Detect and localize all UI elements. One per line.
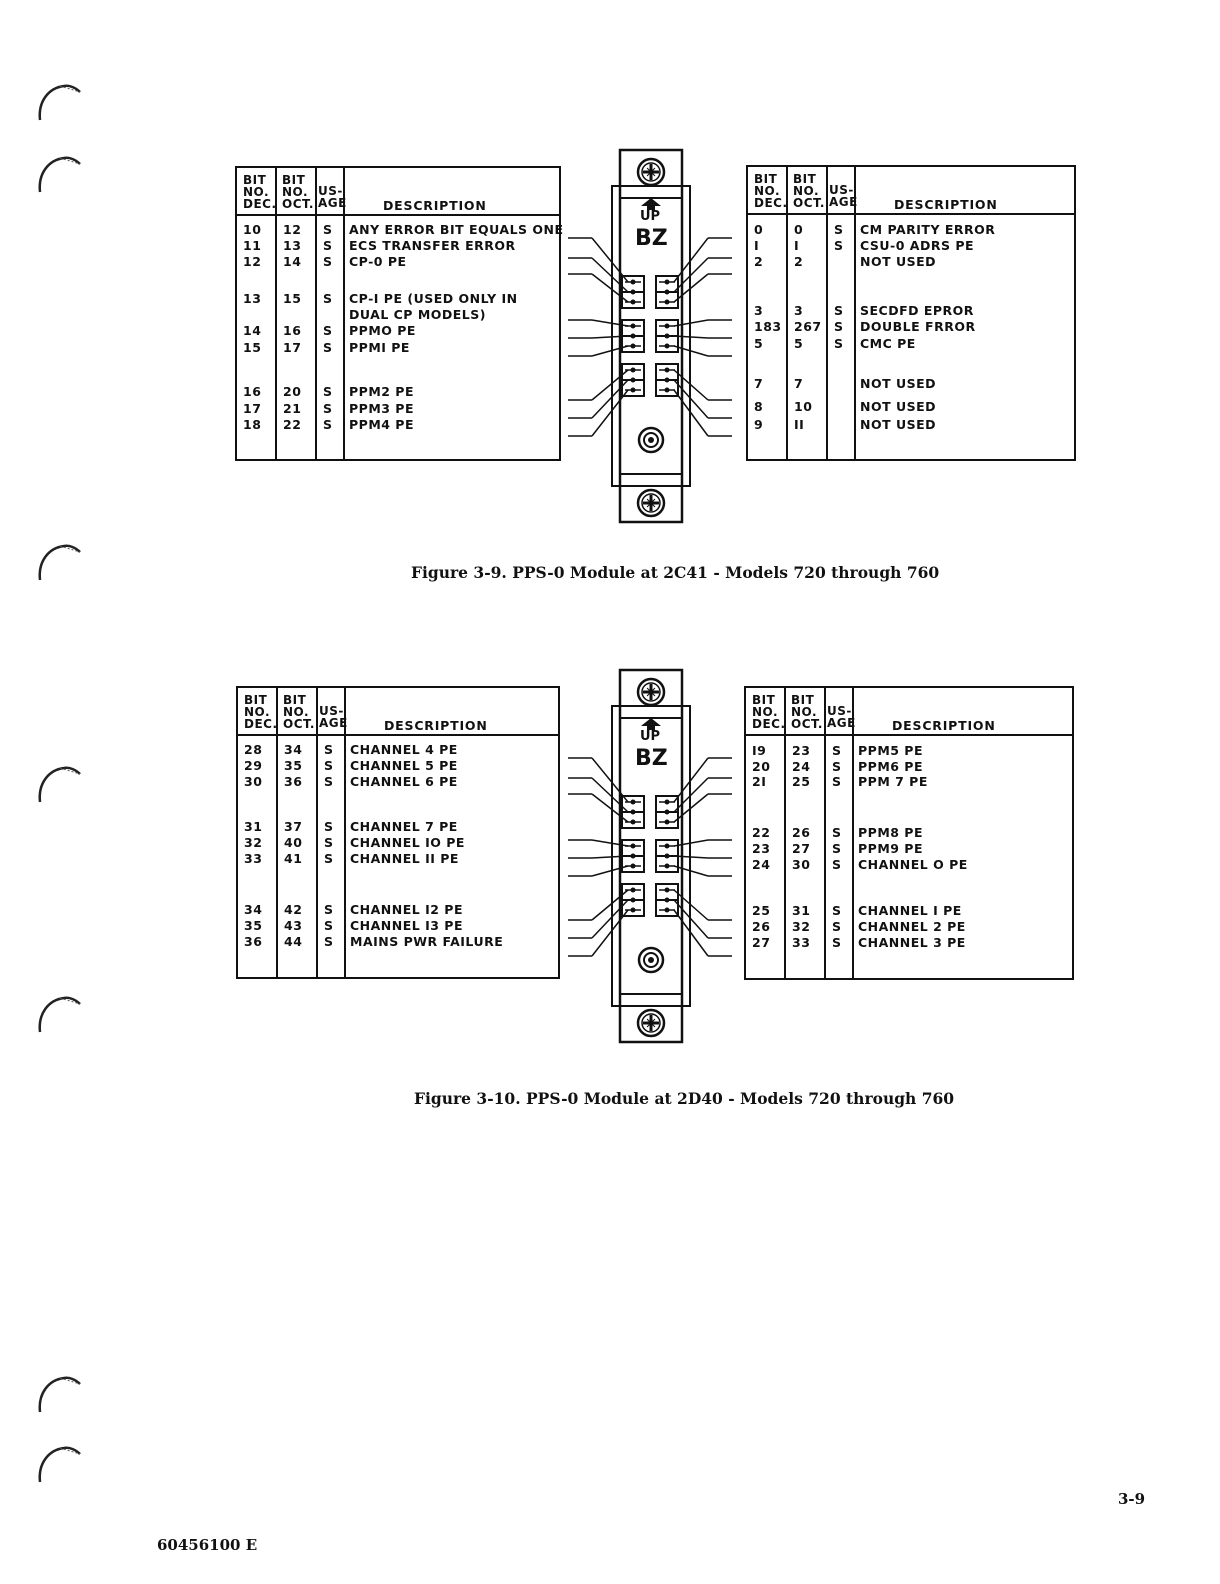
header-bit-dec: DEC. bbox=[244, 717, 278, 731]
header-description: DESCRIPTION bbox=[383, 198, 487, 213]
description-cell: CHANNEL 6 PE bbox=[350, 774, 458, 789]
up-label: UP bbox=[640, 729, 661, 744]
bit-dec-cell: 35 bbox=[244, 918, 263, 933]
figure-caption: Figure 3-10. PPS-0 Module at 2D40 - Models 720 through 760 bbox=[414, 1089, 955, 1108]
header-description: DESCRIPTION bbox=[894, 197, 998, 212]
table-row bbox=[748, 336, 1074, 352]
binder-mark-icon bbox=[36, 1372, 84, 1420]
usage-cell: S bbox=[324, 934, 334, 949]
table-row bbox=[748, 417, 1074, 433]
table-row bbox=[238, 758, 558, 774]
bit-oct-cell: 17 bbox=[283, 340, 302, 355]
bit-oct-cell: 23 bbox=[792, 743, 811, 758]
header-bit-dec: BIT bbox=[243, 173, 267, 187]
bit-dec-cell: 7 bbox=[754, 376, 764, 391]
header-bit-oct: BIT bbox=[283, 693, 307, 707]
bit-dec-cell: 10 bbox=[243, 222, 262, 237]
bit-oct-cell: 25 bbox=[792, 774, 811, 789]
usage-cell: S bbox=[832, 857, 842, 872]
header-bit-dec: NO. bbox=[752, 705, 779, 719]
table-row bbox=[238, 742, 558, 758]
header-bit-oct: OCT. bbox=[282, 197, 314, 211]
description-cell: ANY ERROR BIT EQUALS ONE bbox=[349, 222, 564, 237]
table-row bbox=[746, 759, 1072, 775]
table-row bbox=[238, 835, 558, 851]
binder-mark-icon bbox=[36, 152, 84, 200]
table-row bbox=[237, 254, 559, 270]
description-cell: CHANNEL O PE bbox=[858, 857, 968, 872]
bit-oct-cell: 44 bbox=[284, 934, 303, 949]
bit-dec-cell: 15 bbox=[243, 340, 262, 355]
description-cell: PPM8 PE bbox=[858, 825, 924, 840]
table-row bbox=[237, 401, 559, 417]
table-row bbox=[238, 934, 558, 950]
bit-dec-cell: 9 bbox=[754, 417, 764, 432]
bit-oct-cell: 36 bbox=[284, 774, 303, 789]
table-row bbox=[746, 919, 1072, 935]
bit-oct-cell: 42 bbox=[284, 902, 303, 917]
figure-caption: Figure 3-9. PPS-0 Module at 2C41 - Models 720 through 760 bbox=[411, 563, 940, 582]
bit-oct-cell: 32 bbox=[792, 919, 811, 934]
bit-oct-cell: 24 bbox=[792, 759, 811, 774]
description-cell: PPMI PE bbox=[349, 340, 410, 355]
usage-cell: S bbox=[324, 819, 334, 834]
bit-dec-cell: I9 bbox=[752, 743, 767, 758]
description-cell: PPM6 PE bbox=[858, 759, 924, 774]
bit-dec-cell: 16 bbox=[243, 384, 262, 399]
header-bit-dec: NO. bbox=[243, 185, 270, 199]
bit-oct-cell: 31 bbox=[792, 903, 811, 918]
usage-cell: S bbox=[834, 303, 844, 318]
binder-mark-icon bbox=[36, 80, 84, 128]
binder-mark-icon bbox=[36, 540, 84, 588]
usage-cell: S bbox=[324, 851, 334, 866]
description-cell: CHANNEL 2 PE bbox=[858, 919, 966, 934]
description-cell: PPM4 PE bbox=[349, 417, 415, 432]
usage-cell: S bbox=[323, 222, 333, 237]
binder-mark-icon bbox=[36, 1442, 84, 1490]
bottom-screw-icon bbox=[638, 490, 664, 516]
bit-dec-cell: 0 bbox=[754, 222, 764, 237]
header-bit-dec: NO. bbox=[244, 705, 271, 719]
usage-cell: S bbox=[832, 841, 842, 856]
right-bit-table bbox=[744, 686, 1074, 980]
description-cell: DUAL CP MODELS) bbox=[349, 307, 486, 322]
description-cell: CM PARITY ERROR bbox=[860, 222, 996, 237]
description-cell: CHANNEL IO PE bbox=[350, 835, 465, 850]
bit-dec-cell: 5 bbox=[754, 336, 764, 351]
connector-module-svg bbox=[560, 668, 740, 1048]
document-number: 60456100 E bbox=[157, 1536, 258, 1554]
bit-dec-cell: 12 bbox=[243, 254, 262, 269]
bit-dec-cell: 2 bbox=[754, 254, 764, 269]
usage-cell: S bbox=[832, 919, 842, 934]
description-cell: CP-0 PE bbox=[349, 254, 407, 269]
bit-oct-cell: 7 bbox=[794, 376, 804, 391]
description-cell: CMC PE bbox=[860, 336, 916, 351]
description-cell: SECDFD EPROR bbox=[860, 303, 974, 318]
table-row bbox=[237, 291, 559, 307]
page-number: 3-9 bbox=[1118, 1490, 1146, 1508]
table-row bbox=[746, 857, 1072, 873]
bit-dec-cell: 3 bbox=[754, 303, 764, 318]
table-row bbox=[238, 851, 558, 867]
table-row bbox=[237, 340, 559, 356]
table-row bbox=[237, 384, 559, 400]
right-bit-table bbox=[746, 165, 1076, 461]
bit-dec-cell: 8 bbox=[754, 399, 764, 414]
table-row bbox=[746, 841, 1072, 857]
up-label: UP bbox=[640, 209, 661, 224]
table-row bbox=[746, 774, 1072, 790]
bit-oct-cell: 30 bbox=[792, 857, 811, 872]
bit-oct-cell: 43 bbox=[284, 918, 303, 933]
usage-cell: S bbox=[834, 319, 844, 334]
header-bit-oct: OCT. bbox=[793, 196, 825, 210]
bit-oct-cell: 14 bbox=[283, 254, 302, 269]
bit-oct-cell: 5 bbox=[794, 336, 804, 351]
table-row bbox=[238, 918, 558, 934]
description-cell: NOT USED bbox=[860, 376, 937, 391]
description-cell: PPM3 PE bbox=[349, 401, 415, 416]
header-bit-oct: OCT. bbox=[283, 717, 315, 731]
left-bit-table bbox=[235, 166, 564, 461]
usage-cell: S bbox=[834, 238, 844, 253]
bit-dec-cell: 24 bbox=[752, 857, 771, 872]
header-bit-dec: BIT bbox=[754, 172, 778, 186]
table-row bbox=[746, 903, 1072, 919]
description-cell: CHANNEL I2 PE bbox=[350, 902, 463, 917]
bit-dec-cell: 14 bbox=[243, 323, 262, 338]
bit-oct-cell: 33 bbox=[792, 935, 811, 950]
header-usage: AGE bbox=[829, 195, 858, 209]
bit-dec-cell: 30 bbox=[244, 774, 263, 789]
bit-oct-cell: 37 bbox=[284, 819, 303, 834]
usage-cell: S bbox=[832, 903, 842, 918]
bit-oct-cell: 40 bbox=[284, 835, 303, 850]
binder-mark-icon bbox=[36, 762, 84, 810]
description-cell: PPM9 PE bbox=[858, 841, 924, 856]
bit-dec-cell: 22 bbox=[752, 825, 771, 840]
table-row bbox=[238, 774, 558, 790]
bit-oct-cell: 2 bbox=[794, 254, 804, 269]
usage-cell: S bbox=[834, 222, 844, 237]
usage-cell: S bbox=[832, 935, 842, 950]
header-bit-oct: BIT bbox=[282, 173, 306, 187]
description-cell: PPM5 PE bbox=[858, 743, 924, 758]
usage-cell: S bbox=[323, 254, 333, 269]
usage-cell: S bbox=[832, 774, 842, 789]
header-bit-oct: NO. bbox=[282, 185, 309, 199]
bit-oct-cell: 13 bbox=[283, 238, 302, 253]
bit-dec-cell: I bbox=[754, 238, 760, 253]
header-bit-oct: NO. bbox=[791, 705, 818, 719]
table-row bbox=[237, 417, 559, 433]
bit-dec-cell: 31 bbox=[244, 819, 263, 834]
usage-cell: S bbox=[832, 743, 842, 758]
description-cell: CHANNEL 7 PE bbox=[350, 819, 458, 834]
bit-dec-cell: 25 bbox=[752, 903, 771, 918]
bit-dec-cell: 36 bbox=[244, 934, 263, 949]
bit-oct-cell: 12 bbox=[283, 222, 302, 237]
description-cell: PPM2 PE bbox=[349, 384, 415, 399]
bit-oct-cell: 27 bbox=[792, 841, 811, 856]
usage-cell: S bbox=[834, 336, 844, 351]
description-cell: PPMO PE bbox=[349, 323, 416, 338]
description-cell: CSU-0 ADRS PE bbox=[860, 238, 975, 253]
top-screw-icon bbox=[638, 159, 664, 185]
header-usage: AGE bbox=[827, 716, 856, 730]
description-cell: CHANNEL I PE bbox=[858, 903, 962, 918]
usage-cell: S bbox=[324, 742, 334, 757]
table-row bbox=[237, 238, 559, 254]
table-row bbox=[748, 376, 1074, 392]
bit-oct-cell: 21 bbox=[283, 401, 302, 416]
bit-oct-cell: 3 bbox=[794, 303, 804, 318]
bit-oct-cell: II bbox=[794, 417, 805, 432]
header-bit-dec: DEC. bbox=[754, 196, 788, 210]
description-cell: CHANNEL I3 PE bbox=[350, 918, 463, 933]
bit-dec-cell: 32 bbox=[244, 835, 263, 850]
bit-dec-cell: 33 bbox=[244, 851, 263, 866]
usage-cell: S bbox=[324, 918, 334, 933]
usage-cell: S bbox=[323, 384, 333, 399]
header-usage: AGE bbox=[319, 716, 348, 730]
table-row bbox=[748, 254, 1074, 270]
usage-cell: S bbox=[323, 238, 333, 253]
module-diagram bbox=[560, 148, 740, 532]
table-row bbox=[748, 238, 1074, 254]
header-description: DESCRIPTION bbox=[892, 718, 996, 733]
table-row bbox=[746, 825, 1072, 841]
description-cell: DOUBLE FRROR bbox=[860, 319, 976, 334]
header-bit-oct: NO. bbox=[793, 184, 820, 198]
header-bit-dec: BIT bbox=[752, 693, 776, 707]
header-bit-oct: OCT. bbox=[791, 717, 823, 731]
bit-oct-cell: 22 bbox=[283, 417, 302, 432]
header-usage: US- bbox=[827, 704, 852, 718]
usage-cell: S bbox=[323, 401, 333, 416]
table-row bbox=[237, 222, 564, 238]
description-cell: NOT USED bbox=[860, 254, 937, 269]
usage-cell: S bbox=[324, 758, 334, 773]
top-screw-icon bbox=[638, 679, 664, 705]
description-cell: CHANNEL 3 PE bbox=[858, 935, 966, 950]
table-row bbox=[748, 303, 1074, 319]
usage-cell: S bbox=[323, 291, 333, 306]
bit-oct-cell: 20 bbox=[283, 384, 302, 399]
table-row bbox=[238, 819, 558, 835]
bit-oct-cell: 41 bbox=[284, 851, 303, 866]
bit-oct-cell: 15 bbox=[283, 291, 302, 306]
header-usage: US- bbox=[829, 183, 854, 197]
table-row bbox=[237, 307, 559, 323]
bit-oct-cell: 35 bbox=[284, 758, 303, 773]
bit-dec-cell: 11 bbox=[243, 238, 262, 253]
bit-oct-cell: 34 bbox=[284, 742, 303, 757]
usage-cell: S bbox=[324, 835, 334, 850]
table-row bbox=[237, 323, 559, 339]
table-row bbox=[238, 902, 558, 918]
bit-dec-cell: 23 bbox=[752, 841, 771, 856]
header-bit-dec: DEC. bbox=[243, 197, 277, 211]
bit-dec-cell: 183 bbox=[754, 319, 782, 334]
bit-dec-cell: 28 bbox=[244, 742, 263, 757]
header-bit-dec: DEC. bbox=[752, 717, 786, 731]
bit-oct-cell: 16 bbox=[283, 323, 302, 338]
bit-dec-cell: 27 bbox=[752, 935, 771, 950]
bit-oct-cell: 0 bbox=[794, 222, 804, 237]
bottom-screw-icon bbox=[638, 1010, 664, 1036]
bit-dec-cell: 20 bbox=[752, 759, 771, 774]
usage-cell: S bbox=[832, 825, 842, 840]
module-diagram bbox=[560, 668, 740, 1052]
header-bit-dec: BIT bbox=[244, 693, 268, 707]
usage-cell: S bbox=[323, 417, 333, 432]
bz-label: BZ bbox=[635, 226, 668, 251]
bit-dec-cell: 26 bbox=[752, 919, 771, 934]
description-cell: NOT USED bbox=[860, 399, 937, 414]
description-cell: CHANNEL 5 PE bbox=[350, 758, 458, 773]
header-bit-oct: BIT bbox=[793, 172, 817, 186]
bz-label: BZ bbox=[635, 746, 668, 771]
bit-oct-cell: 26 bbox=[792, 825, 811, 840]
table-row bbox=[748, 399, 1074, 415]
header-usage: US- bbox=[319, 704, 344, 718]
header-description: DESCRIPTION bbox=[384, 718, 488, 733]
left-bit-table bbox=[236, 686, 560, 979]
header-bit-oct: NO. bbox=[283, 705, 310, 719]
table-row bbox=[746, 935, 1072, 951]
bit-dec-cell: 17 bbox=[243, 401, 262, 416]
description-cell: CP-I PE (USED ONLY IN bbox=[349, 291, 518, 306]
binder-mark-icon bbox=[36, 992, 84, 1040]
usage-cell: S bbox=[324, 774, 334, 789]
description-cell: NOT USED bbox=[860, 417, 937, 432]
header-bit-oct: BIT bbox=[791, 693, 815, 707]
bit-oct-cell: 267 bbox=[794, 319, 822, 334]
header-usage: US- bbox=[318, 184, 343, 198]
connector-module-svg bbox=[560, 148, 740, 528]
description-cell: MAINS PWR FAILURE bbox=[350, 934, 504, 949]
description-cell: ECS TRANSFER ERROR bbox=[349, 238, 516, 253]
bit-dec-cell: 2I bbox=[752, 774, 767, 789]
bit-dec-cell: 18 bbox=[243, 417, 262, 432]
table-row bbox=[748, 319, 1074, 335]
description-cell: CHANNEL 4 PE bbox=[350, 742, 458, 757]
header-bit-dec: NO. bbox=[754, 184, 781, 198]
description-cell: PPM 7 PE bbox=[858, 774, 928, 789]
bit-dec-cell: 13 bbox=[243, 291, 262, 306]
bit-oct-cell: 10 bbox=[794, 399, 813, 414]
header-usage: AGE bbox=[318, 196, 347, 210]
usage-cell: S bbox=[323, 340, 333, 355]
usage-cell: S bbox=[323, 323, 333, 338]
table-row bbox=[748, 222, 1074, 238]
usage-cell: S bbox=[832, 759, 842, 774]
bit-dec-cell: 29 bbox=[244, 758, 263, 773]
bit-oct-cell: I bbox=[794, 238, 800, 253]
description-cell: CHANNEL II PE bbox=[350, 851, 459, 866]
usage-cell: S bbox=[324, 902, 334, 917]
table-row bbox=[746, 743, 1072, 759]
bit-dec-cell: 34 bbox=[244, 902, 263, 917]
